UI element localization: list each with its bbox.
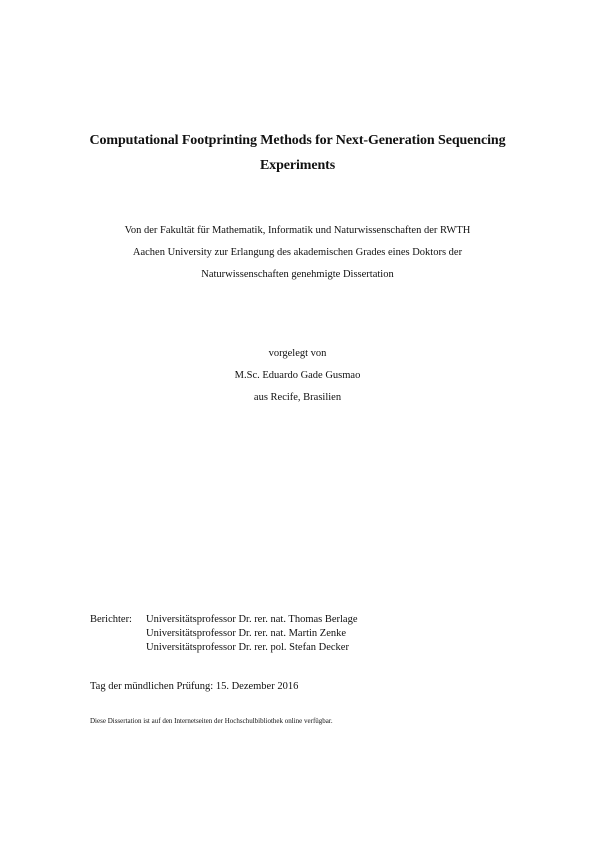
referee-row [90,613,358,627]
presented-by-text: vorgelegt von [268,348,327,359]
thesis-title-line-1: Computational Footprinting Methods for Next-Generation Sequencing [89,133,506,148]
referee-name: Universitätsprofessor Dr. rer. pol. Stefan Decker [146,642,349,653]
faculty-statement [60,220,535,286]
referee-row [90,627,358,641]
thesis-title [60,128,535,178]
referee-row [90,641,358,655]
author-block [60,343,535,409]
faculty-statement-line-3: Naturwissenschaften genehmigte Dissertation [201,269,394,280]
thesis-title-line-2: Experiments [259,158,336,173]
availability-note: Diese Dissertation ist auf den Internetseiten der Hochschulbibliothek online verfügbar. [90,717,333,725]
oral-exam-date: Tag der mündlichen Prüfung: 15. Dezember 2016 [90,681,299,692]
referee-name: Universitätsprofessor Dr. rer. nat. Thomas Berlage [146,614,358,625]
faculty-statement-line-2: Aachen University zur Erlangung des akademischen Grades eines Doktors der [132,247,463,258]
referee-name: Universitätsprofessor Dr. rer. nat. Martin Zenke [146,628,347,639]
referees-label: Berichter: [90,614,132,625]
author-origin: aus Recife, Brasilien [253,392,342,403]
referees-block [90,613,358,655]
author-name: M.Sc. Eduardo Gade Gusmao [234,370,361,381]
faculty-statement-line-1: Von der Fakultät für Mathematik, Informatik und Naturwissenschaften der RWTH [124,225,471,236]
